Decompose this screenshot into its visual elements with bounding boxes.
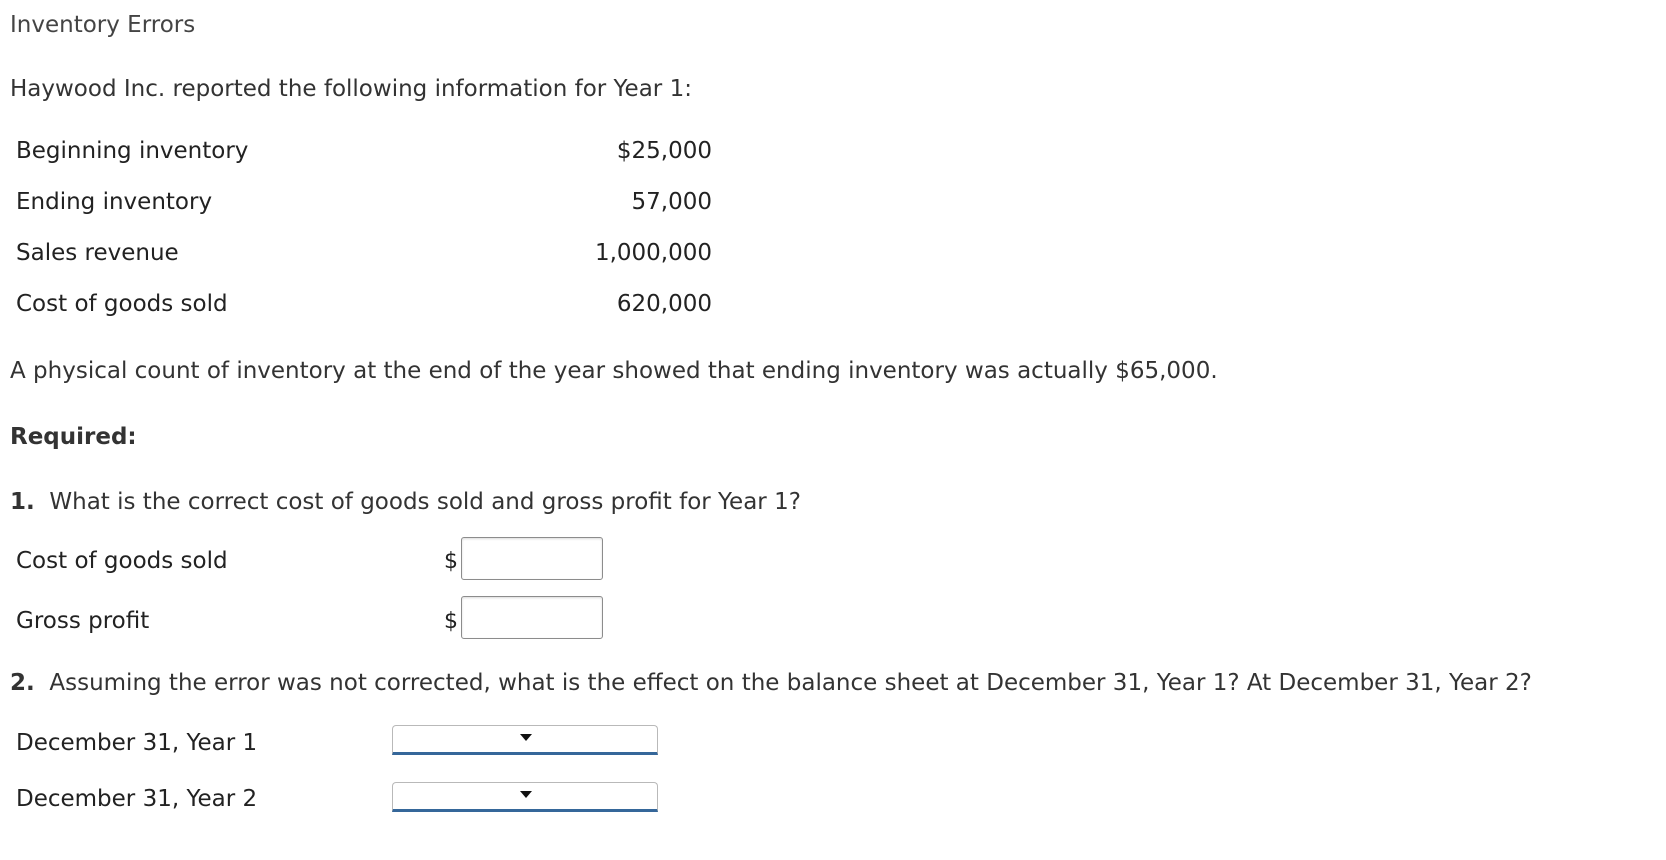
gross-profit-input[interactable] (461, 596, 603, 639)
row-label: Sales revenue (16, 240, 179, 266)
dollar-sign: $ (444, 609, 458, 634)
dec31-year2-dropdown[interactable] (392, 782, 658, 812)
row-value: $25,000 (616, 138, 712, 164)
dec31-year1-label: December 31, Year 1 (16, 730, 258, 756)
question-2 (10, 670, 1532, 696)
row-label: Beginning inventory (16, 138, 249, 164)
question-number: 1. (10, 489, 35, 515)
cogs-input[interactable] (461, 537, 603, 580)
question-1 (10, 489, 801, 515)
row-value: 1,000,000 (594, 240, 712, 266)
physical-count-text: A physical count of inventory at the end of the year showed that ending inventory was actually $65,000. (10, 358, 1218, 384)
gross-profit-label: Gross profit (16, 608, 150, 634)
dec31-year1-dropdown[interactable] (392, 725, 658, 755)
question-text: What is the correct cost of goods sold and gross profit for Year 1? (49, 489, 801, 515)
row-value: 57,000 (631, 189, 712, 215)
chevron-down-icon (520, 734, 532, 741)
row-label: Cost of goods sold (16, 291, 228, 317)
row-value: 620,000 (616, 291, 712, 317)
chevron-down-icon (520, 791, 532, 798)
question-text: Assuming the error was not corrected, what is the effect on the balance sheet at December 31, Year 1? At December 31, Year 2? (49, 670, 1532, 696)
row-label: Ending inventory (16, 189, 213, 215)
page-title: Inventory Errors (10, 12, 196, 38)
dec31-year2-label: December 31, Year 2 (16, 786, 258, 812)
cogs-label: Cost of goods sold (16, 548, 228, 574)
question-number: 2. (10, 670, 35, 696)
dollar-sign: $ (444, 549, 458, 574)
required-heading: Required: (10, 424, 137, 450)
intro-text: Haywood Inc. reported the following information for Year 1: (10, 76, 692, 102)
